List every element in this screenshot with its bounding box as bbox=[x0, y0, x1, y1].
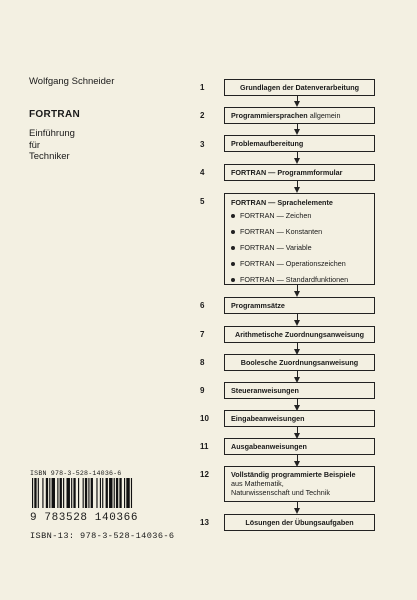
chapter-box-1 bbox=[224, 79, 375, 96]
chapter-label: Grundlagen der Datenverarbeitung bbox=[239, 83, 359, 92]
chapter-box-13 bbox=[224, 514, 375, 531]
chapter-label: FORTRAN — Sprachelemente bbox=[231, 198, 333, 207]
list-item: FORTRAN — Standardfunktionen bbox=[231, 275, 348, 284]
chapter-box-4 bbox=[224, 164, 375, 181]
subtitle-line: Techniker bbox=[29, 151, 70, 162]
isbn-label-bottom: ISBN-13: 978-3-528-14036-6 bbox=[30, 531, 175, 541]
book-title: FORTRAN bbox=[29, 109, 80, 120]
chapter-box-11 bbox=[224, 438, 375, 455]
chapter-label: Lösungen der Übungsaufgaben bbox=[245, 518, 354, 527]
chapter-label: Ausgabeanweisungen bbox=[231, 442, 307, 451]
chapter-label-rest: allgemein bbox=[307, 111, 341, 120]
chapter-label: Problemaufbereitung bbox=[231, 139, 304, 148]
bullet-icon bbox=[231, 278, 235, 282]
list-item: FORTRAN — Konstanten bbox=[231, 227, 322, 236]
chapter-number: 11 bbox=[200, 442, 209, 451]
chapter-subline: Naturwissenschaft und Technik bbox=[231, 488, 330, 497]
chapter-subline: aus Mathematik, bbox=[231, 479, 284, 488]
chapter-box-12 bbox=[224, 466, 375, 502]
chapter-label: Vollständig programmierte Beispiele bbox=[231, 470, 356, 479]
chapter-box-7 bbox=[224, 326, 375, 343]
bullet-icon bbox=[231, 230, 235, 234]
chapter-number: 6 bbox=[200, 301, 205, 310]
chapter-number: 5 bbox=[200, 197, 205, 206]
chapter-number: 12 bbox=[200, 470, 209, 479]
chapter-label: Programmiersprachen bbox=[231, 111, 308, 120]
author-name: Wolfgang Schneider bbox=[29, 76, 115, 87]
chapter-number: 13 bbox=[200, 518, 209, 527]
chapter-number: 2 bbox=[200, 111, 205, 120]
chapter-number: 1 bbox=[200, 83, 205, 92]
chapter-box-6 bbox=[224, 297, 375, 314]
book-subtitle bbox=[29, 128, 75, 163]
barcode-digits: 9 783528 140366 bbox=[30, 512, 139, 524]
subtitle-line: für bbox=[29, 139, 41, 151]
subtitle-line: Einführung bbox=[29, 128, 75, 139]
chapter-box-10 bbox=[224, 410, 375, 427]
chapter-label: FORTRAN — Programmformular bbox=[231, 168, 343, 177]
list-item: FORTRAN — Zeichen bbox=[231, 211, 311, 220]
chapter-label: Steueranweisungen bbox=[231, 386, 299, 395]
chapter-number: 3 bbox=[200, 140, 205, 149]
chapter-label: Eingabeanweisungen bbox=[231, 414, 305, 423]
chapter-number: 8 bbox=[200, 358, 205, 367]
chapter-label: Boolesche Zuordnungsanweisung bbox=[240, 358, 359, 367]
chapter-label: Arithmetische Zuordnungsanweisung bbox=[235, 330, 364, 339]
isbn-label-top: ISBN 978-3-528-14036-6 bbox=[30, 470, 122, 477]
chapter-number: 9 bbox=[200, 386, 205, 395]
chapter-label: Programmsätze bbox=[231, 301, 285, 310]
chapter-box-2 bbox=[224, 107, 375, 124]
chapter-box-8 bbox=[224, 354, 375, 371]
chapter-box-3 bbox=[224, 135, 375, 152]
chapter-number: 10 bbox=[200, 414, 209, 423]
chapter-box-5 bbox=[224, 193, 375, 285]
bullet-icon bbox=[231, 262, 235, 266]
list-item: FORTRAN — Operationszeichen bbox=[231, 259, 346, 268]
barcode-image bbox=[30, 478, 180, 508]
list-item: FORTRAN — Variable bbox=[231, 243, 312, 252]
chapter-number: 7 bbox=[200, 330, 205, 339]
bullet-icon bbox=[231, 214, 235, 218]
bullet-icon bbox=[231, 246, 235, 250]
chapter-box-9 bbox=[224, 382, 375, 399]
chapter-number: 4 bbox=[200, 168, 205, 177]
